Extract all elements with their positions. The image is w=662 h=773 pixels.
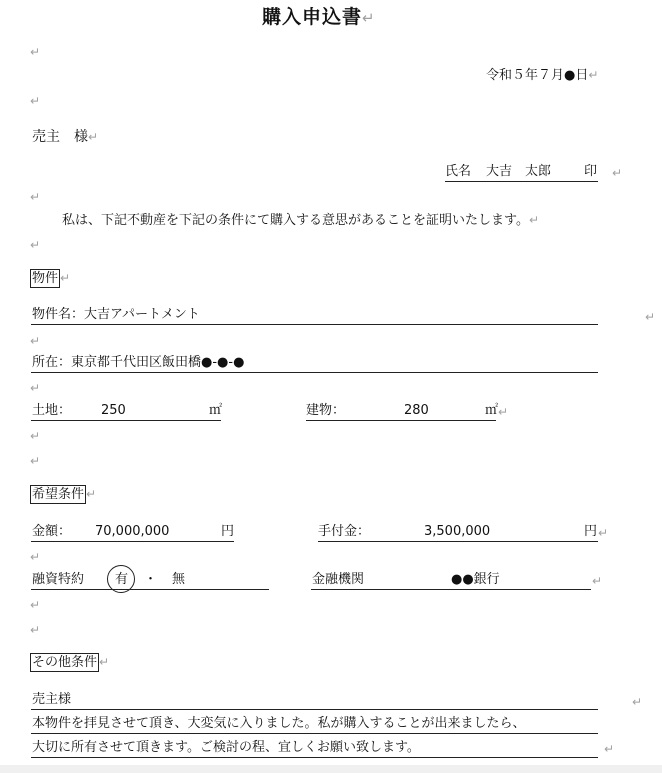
property-heading-text: 物件	[32, 271, 59, 286]
page-bottom-edge	[0, 765, 662, 773]
paragraph-mark-icon: ↵	[30, 454, 41, 468]
paragraph-mark-icon: ↵	[612, 166, 623, 180]
deposit-unit: 円	[584, 524, 598, 539]
paragraph-mark-icon: ↵	[30, 550, 41, 564]
bank-underline	[311, 589, 591, 590]
paragraph-mark-icon: ↵	[598, 526, 609, 540]
signature-name: 大吉 太郎	[486, 164, 552, 179]
paragraph-mark-icon: ↵	[30, 381, 41, 395]
paragraph-mark-icon: ↵	[30, 429, 41, 443]
recipient-text: 売主 様	[32, 129, 88, 145]
paragraph-mark-icon: ↵	[30, 94, 41, 108]
bank-value: ●●銀行	[451, 572, 500, 587]
paragraph-mark-icon: ↵	[30, 190, 41, 204]
building-value: 280	[404, 403, 429, 418]
property-address-underline	[31, 372, 598, 373]
paragraph-mark-icon: ↵	[645, 310, 656, 324]
paragraph-mark-icon: ↵	[632, 695, 643, 709]
building-unit: ㎡	[485, 403, 499, 418]
land-underline	[31, 420, 221, 421]
other-line-3: 大切に所有させて頂きます。ご検討の程、宜しくお願い致します。	[32, 740, 420, 755]
bank-label: 金融機関	[312, 572, 365, 587]
price-unit: 円	[221, 524, 235, 539]
date-text: 令和５年７月●日	[486, 68, 589, 83]
deposit-label: 手付金：	[318, 524, 371, 539]
paragraph-mark-icon: ↵	[30, 598, 41, 612]
other-line-1-underline	[31, 709, 598, 710]
paragraph-mark-icon: ↵	[30, 623, 41, 637]
land-label: 土地：	[32, 403, 72, 418]
property-name: 物件名：大吉アパートメント	[32, 307, 200, 322]
paragraph-mark-icon: ↵	[604, 742, 615, 756]
land-unit: ㎡	[209, 403, 223, 418]
paragraph-mark-icon: ↵	[362, 9, 376, 27]
signature-seal: 印	[584, 164, 598, 179]
document-date	[486, 67, 598, 84]
paragraph-mark-icon: ↵	[498, 405, 509, 419]
loan-separator: ・	[144, 572, 158, 587]
paragraph-mark-icon: ↵	[592, 574, 603, 588]
paragraph-mark-icon: ↵	[60, 271, 71, 285]
other-line-2-underline	[31, 733, 598, 734]
paragraph-mark-icon: ↵	[30, 238, 41, 252]
deposit-value: 3,500,000	[424, 524, 491, 539]
other-heading-text: その他条件	[32, 655, 98, 670]
loan-yes: 有	[115, 572, 129, 587]
other-line-1: 売主様	[32, 692, 72, 707]
land-value: 250	[101, 403, 126, 418]
paragraph-mark-icon: ↵	[30, 334, 41, 348]
paragraph-mark-icon: ↵	[30, 45, 41, 59]
property-name-underline	[31, 324, 598, 325]
other-line-2: 本物件を拝見させて頂き、大変気に入りました。私が購入することが出来ましたら、	[32, 716, 526, 731]
building-label: 建物：	[306, 403, 346, 418]
statement	[62, 212, 539, 229]
paragraph-mark-icon: ↵	[86, 487, 97, 501]
paragraph-mark-icon: ↵	[99, 655, 110, 669]
price-value: 70,000,000	[95, 524, 170, 539]
conditions-heading	[30, 486, 96, 503]
property-address: 所在：東京都千代田区飯田橋●-●-●	[32, 355, 245, 370]
property-heading	[30, 270, 70, 287]
paragraph-mark-icon: ↵	[528, 213, 540, 227]
price-underline	[31, 541, 234, 542]
recipient	[32, 129, 98, 145]
signature-label: 氏名	[445, 164, 472, 179]
loan-no: 無	[172, 572, 186, 587]
price-label: 金額：	[32, 524, 72, 539]
signature-underline	[445, 181, 598, 182]
paragraph-mark-icon: ↵	[88, 130, 99, 144]
paragraph-mark-icon: ↵	[588, 68, 599, 82]
document-title-text: 購入申込書	[262, 6, 363, 28]
deposit-underline	[318, 541, 598, 542]
loan-underline	[31, 589, 269, 590]
other-line-3-underline	[31, 757, 598, 758]
document-title	[262, 6, 376, 29]
building-underline	[306, 420, 496, 421]
statement-text: 私は、下記不動産を下記の条件にて購入する意思があることを証明いたします。	[62, 213, 529, 228]
other-heading	[30, 654, 109, 671]
loan-label: 融資特約	[32, 572, 85, 587]
conditions-heading-text: 希望条件	[32, 487, 85, 502]
